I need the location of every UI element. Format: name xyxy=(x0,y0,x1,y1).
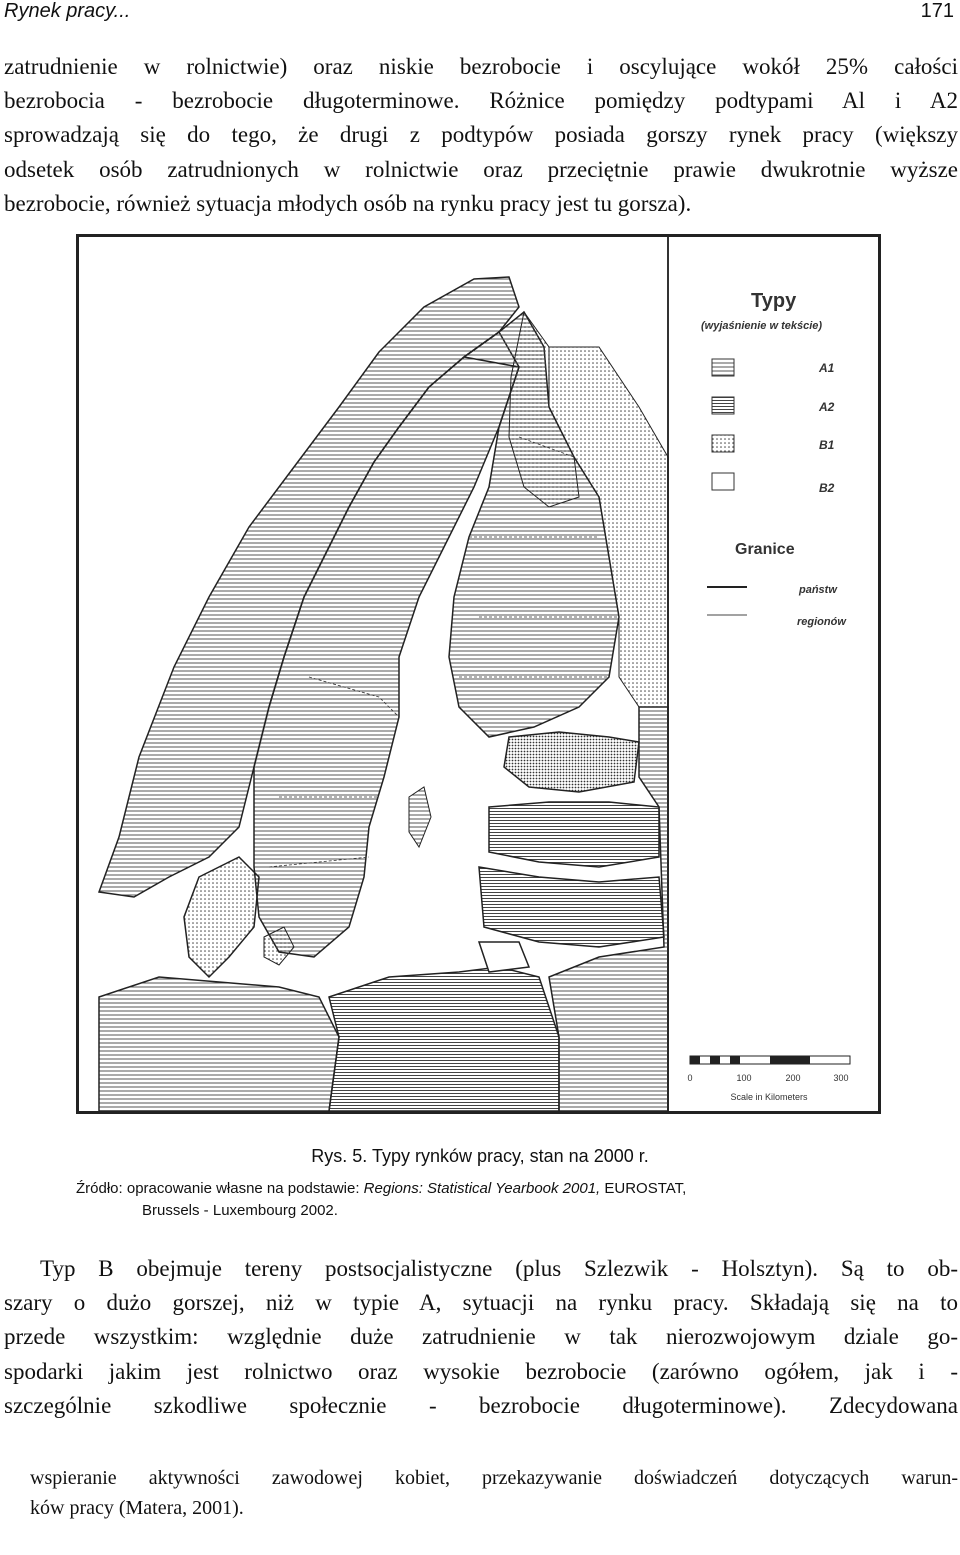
estonia-region xyxy=(504,732,639,792)
scale-caption: Scale in Kilometers xyxy=(730,1092,808,1102)
paragraph-1-line: bezrobocia - bezrobocie długoterminowe. Różnice pomiędzy podtypami Al i A2 xyxy=(4,88,958,114)
kaliningrad-region xyxy=(479,942,529,972)
paragraph-1-line: zatrudnienie w rolnictwie) oraz niskie bezrobocie i oscylujące wokół 25% całości xyxy=(4,54,958,79)
paragraph-1-line: bezrobocie, również sytuacja młodych osób na rynku pracy jest tu gorsza). xyxy=(4,190,692,216)
paragraph-2-line: przede wszystkim: względnie duże zatrudnienie w tak nierozwojowym dziale go- xyxy=(4,1324,958,1350)
source-title: Regions: Statistical Yearbook 2001, xyxy=(363,1180,601,1197)
legend-swatch-a1 xyxy=(712,359,734,376)
legend-label-a1: A1 xyxy=(819,361,835,375)
scale-label: 100 xyxy=(736,1073,752,1083)
germany-north-region xyxy=(99,977,339,1111)
scale-label: 0 xyxy=(687,1073,693,1083)
page-number: 171 xyxy=(920,0,954,22)
legend-subtitle: (wyjaśnienie w tekście) xyxy=(701,320,823,332)
source-suffix: EUROSTAT, xyxy=(600,1180,687,1197)
footnote-line: wspieranie aktywności zawodowej kobiet, przekazywanie doświadczeń dotyczących warun- xyxy=(30,1467,958,1489)
border-label-country: państw xyxy=(799,584,837,596)
poland-region xyxy=(329,967,559,1111)
legend-swatch-b2 xyxy=(712,473,734,490)
latvia-region xyxy=(489,802,659,867)
legend-label-b1: B1 xyxy=(819,438,835,452)
paragraph-2 xyxy=(4,1252,958,1423)
paragraph-2-line: szczególnie szkodliwe społecznie - bezrobocie długoterminowe). Zdecydowana xyxy=(4,1392,958,1418)
paragraph-2-line: Typ B obejmuje tereny postsocjalistyczne (plus Szlezwik - Holsztyn). Są to ob- xyxy=(40,1256,958,1281)
lithuania-region xyxy=(479,867,664,947)
paragraph-2-line: szary o dużo gorszej, niż w typie A, sytuacji na rynku pracy. Składają się na to xyxy=(4,1290,958,1316)
legend-swatch-b1 xyxy=(712,435,734,452)
gotland-region xyxy=(409,787,431,847)
legend-label-a2: A2 xyxy=(819,400,835,414)
legend-title: Typy xyxy=(751,290,797,312)
scale-label: 200 xyxy=(785,1073,801,1083)
running-header-title: Rynek pracy... xyxy=(4,0,131,22)
legend-swatch-a2 xyxy=(712,397,734,414)
footnote xyxy=(30,1463,958,1523)
source-line-2: Brussels - Luxembourg 2002. xyxy=(142,1202,338,1219)
labour-market-map-figure xyxy=(76,234,881,1114)
denmark-region xyxy=(184,857,259,977)
source-prefix: Źródło: opracowanie własne na podstawie: xyxy=(76,1180,364,1197)
paragraph-1 xyxy=(4,50,958,221)
paragraph-1-line: odsetek osób zatrudnionych w rolnictwie oraz przeciętnie prawie dwukrotnie wyższe xyxy=(4,156,958,182)
paragraph-1-line: sprowadzają się do tego, że drugi z podtypów posiada gorszy rynek pracy (większy xyxy=(4,122,958,148)
scale-bar xyxy=(690,1056,850,1064)
legend-label-b2: B2 xyxy=(819,481,835,495)
figure-source xyxy=(76,1178,866,1222)
border-label-region: regionów xyxy=(797,616,846,628)
paragraph-2-line: spodarki jakim jest rolnictwo oraz wysokie bezrobocie (zarówno ogółem, jak i - xyxy=(4,1358,958,1384)
figure-caption: Rys. 5. Typy rynków pracy, stan na 2000 r. xyxy=(311,1146,649,1166)
scale-label: 300 xyxy=(833,1073,849,1083)
labour-market-map xyxy=(79,237,878,1111)
borders-title: Granice xyxy=(735,541,795,558)
footnote-line: ków pracy (Matera, 2001). xyxy=(30,1497,244,1519)
